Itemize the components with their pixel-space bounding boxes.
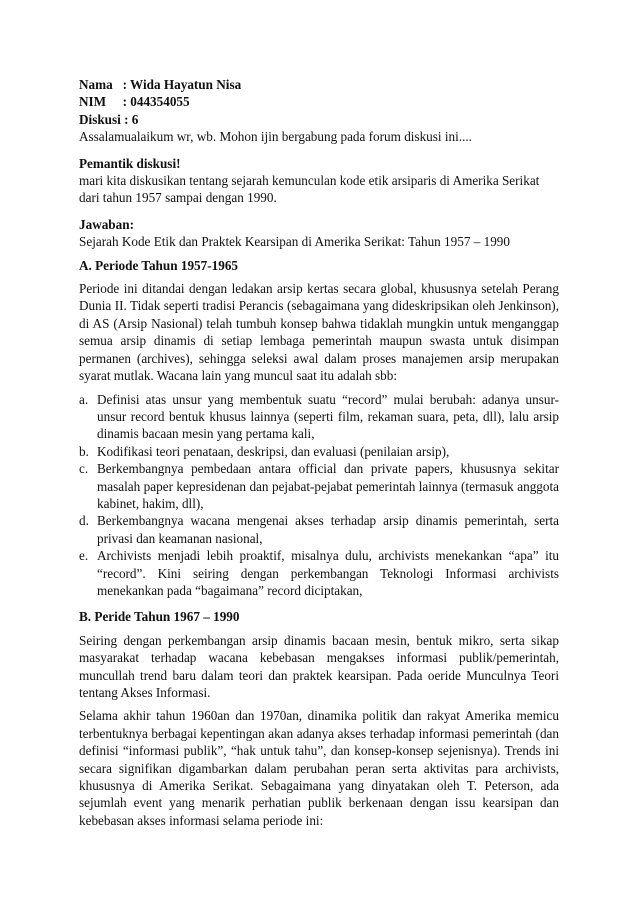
pemantik-title: Pemantik diskusi! bbox=[79, 155, 181, 171]
list-item-label: c. bbox=[79, 461, 89, 477]
list-item-text: Berkembangnya pembedaan antara official dan private papers, khususnya sekitar masalah paper kepresidenan dan pejabat-pejabat pemerintah lainnya (termasuk anggota kabinet, hakim, dll), bbox=[97, 461, 559, 511]
list-item-text: Berkembangnya wacana mengenai akses terhadap arsip dinamis pemerintah, serta privasi dan keamanan nasional, bbox=[97, 513, 559, 546]
section-b bbox=[79, 608, 559, 829]
list-item-text: Definisi atas unsur yang membentuk suatu “record” mulai berubah: adanya unsur-unsur record bentuk khusus lainnya (seperti film, rekaman suara, peta, dll), lalu arsip dinamis bacaan mesin yang pertama kali, bbox=[97, 391, 559, 442]
pemantik-text: mari kita diskusikan tentang sejarah kemunculan kode etik arsiparis di Amerika Serikat dari tahun 1957 sampai dengan 1990. bbox=[79, 173, 540, 206]
list-item bbox=[79, 460, 559, 512]
list-item bbox=[79, 512, 559, 547]
section-b-paragraph-1: Seiring dengan perkembangan arsip dinamis bacaan mesin, bentuk mikro, serta sikap masyarakat terhadap wacana kebebasan mengakses informasi publik/pemerintah, muncullah trend baru dalam teori dan praktek kearsipan. Pada oeride Munculnya Teori tentang Akses Informasi. bbox=[79, 632, 559, 700]
header-nama: Nama : Wida Hayatun Nisa bbox=[79, 77, 242, 92]
section-a bbox=[79, 257, 559, 600]
header-nim: NIM : 044354055 bbox=[79, 94, 190, 110]
section-a-list bbox=[79, 391, 559, 600]
list-item-label: a. bbox=[79, 391, 89, 407]
list-item-label: e. bbox=[79, 548, 89, 564]
list-item-label: d. bbox=[79, 513, 89, 529]
list-item-text: Archivists menjadi lebih proaktif, misalnya dulu, archivists menekankan “apa” itu “record”. Kini seiring dengan perkembangan Teknologi Informasi archivists menekankan pada “bagaimana” record diciptakan, bbox=[97, 548, 559, 598]
section-a-paragraph: Periode ini ditandai dengan ledakan arsip kertas secara global, khususnya setelah Perang Dunia II. Tidak seperti tradisi Perancis (sebagaimana yang dideskripsikan oleh Jenkinson), di AS (Arsip Nasional) telah tumbuh konsep bahwa tidaklah mungkin untuk menganggap semua arsip dinamis di setiap lembaga pemerintah maupun swasta untuk disimpan permanen (archives), sehingga seleksi awal dalam proses manajemen arsip merupakan syarat mutlak. Wacana lain yang muncul saat itu adalah sbb: bbox=[79, 281, 559, 384]
pemantik-block bbox=[79, 155, 559, 207]
list-item-text: Kodifikasi teori penataan, deskripsi, dan evaluasi (penilaian arsip), bbox=[97, 443, 450, 459]
jawaban-subtitle: Sejarah Kode Etik dan Praktek Kearsipan di Amerika Serikat: Tahun 1957 – 1990 bbox=[79, 234, 510, 250]
jawaban-title: Jawaban: bbox=[79, 216, 134, 232]
list-item bbox=[79, 391, 559, 443]
list-item bbox=[79, 443, 559, 460]
list-item bbox=[79, 547, 559, 599]
jawaban-block bbox=[79, 216, 559, 251]
section-a-title: A. Periode Tahun 1957-1965 bbox=[79, 257, 239, 273]
greeting-text: Assalamualaikum wr, wb. Mohon ijin bergabung pada forum diskusi ini.... bbox=[79, 129, 472, 145]
section-b-paragraph-2: Selama akhir tahun 1960an dan 1970an, dinamika politik dan rakyat Amerika memicu terbentuknya berbagai kepentingan akan adanya akses terhadap informasi pemerintah (dan definisi “informasi publik”, “hak untuk tahu”, dan konsep-konsep sejenisnya). Trends ini secara signifikan digambarkan dalam perubahan peran serta aktivitas para archivists, khususnya di Amerika Serikat. Sebagaimana yang dinyatakan oleh T. Peterson, ada sejumlah event yang menarik perhatian publik berkenaan dengan issu kearsipan dan kebebasan akses informasi selama periode ini: bbox=[79, 708, 559, 828]
header-diskusi: Diskusi : 6 bbox=[79, 111, 139, 127]
list-item-label: b. bbox=[79, 443, 89, 459]
header-block bbox=[79, 76, 559, 146]
section-b-title: B. Peride Tahun 1967 – 1990 bbox=[79, 609, 240, 625]
